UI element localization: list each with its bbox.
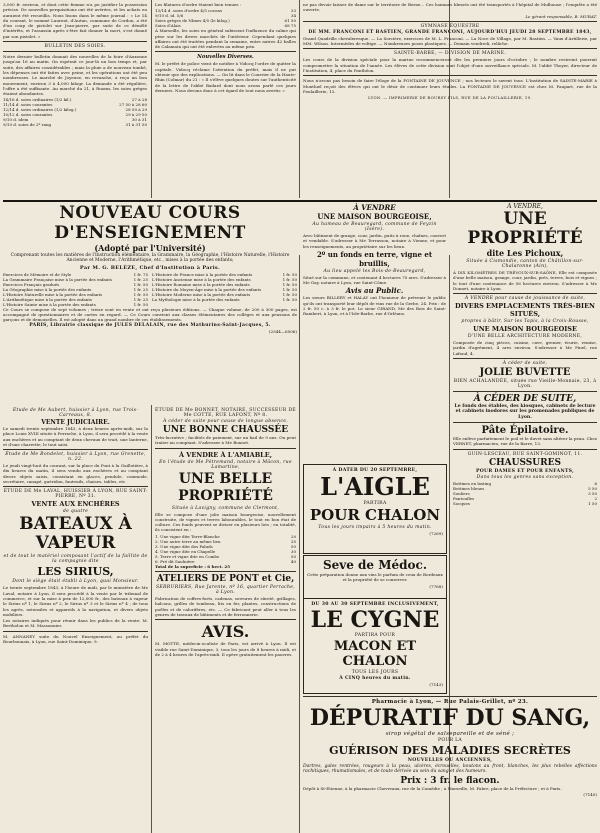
ad-subtitle: Au hameau de Beauregard, commune de Feyzin (Isère). — [312, 222, 437, 232]
gerant-signature: Le gérant responsable, B. MURAT. — [525, 13, 597, 19]
notice-heading: ÉTUDE DE Me LAVAL, HUISSIER À LYON, RUE SAINT-PIERRE, Nº 31. — [3, 489, 148, 500]
ad-heading: À VENDRE — [353, 203, 396, 212]
aigle-ad — [303, 464, 447, 554]
ad-heading: À DATER DU 20 SEPTEMBRE, — [332, 468, 418, 473]
ad-subtitle: TOUS LES JOURS — [351, 670, 399, 675]
row-value: 33 — [290, 8, 296, 14]
ad-title: DÉPURATIF DU SANG, — [309, 705, 591, 731]
row-label: 5. Terre et vigne dite en Combe — [155, 553, 220, 559]
ad-title: JOLIE BUVETTE — [479, 367, 571, 379]
ad-subtitle: propres à bâtir, Sur les Tapis, à la Croix-Rousse, — [461, 319, 589, 325]
row-value: 35 — [290, 538, 296, 544]
row-label: 9/10 d. soies de 2º rang — [3, 122, 52, 128]
notice-title: VENTE JUDICIAIRE. — [41, 419, 110, 426]
book-row — [152, 297, 297, 302]
news-paragraph: Les filatures d'ordre étaient bien tenues : — [155, 2, 242, 7]
row-value: 1 fr. 50 — [133, 301, 148, 307]
news-paragraph: 3,000 fr. environ, et dont cette femme n'a pu justifier la possession précise. De nouvelles perquisitions ont été avérées, et les achats en auraient été recueillis. Nous lisons dans le même journal : « Le 14 du courant, le nommé Laurent, d'Autun, commune de Cordon, a été d'un coup de pistolet sur Jean-pierre, par suite de ce démêlé d'intérêts, et l'assassin après s'être fait donner la mort, s'est donné par son pistolet. » — [3, 2, 147, 39]
page-divider — [3, 200, 597, 202]
ad-code: (7143) — [429, 682, 443, 687]
row-label: 13/14 d. soies d'ordre 4/5 cocons — [155, 8, 223, 14]
ad-author: Par M. G. BELÈZE, Chef d'Institution à Paris. — [79, 264, 221, 271]
notice-title: UNE BELLE PROPRIÉTÉ — [178, 470, 273, 504]
row-value: 1 fr. 50 — [282, 276, 297, 282]
row-value: 1 fr. 50 — [282, 291, 297, 297]
notice-heading: ÉTUDE DE Me BONNET, NOTAIRE, SUCCESSEUR DE Me COTTE, RUE LAFONT, Nº 8. — [155, 408, 296, 418]
notice-title: VENTE AUX ENCHÈRES — [31, 500, 120, 509]
ad-title: Avis au Public. — [345, 286, 404, 296]
book-row — [3, 302, 148, 307]
notice-body: Elle se compose d'une jolie maison bourgeoise, nouvellement construite, de vignes et terres labourables, le tout en bon état de culture. Ces fonds peuvent se diviser en plusieurs lots ; en totalité, ils consistent en : — [155, 511, 296, 533]
row-label: L'Histoire Romaine mise à la portée des enfants — [152, 281, 250, 287]
shoe-price-list — [453, 481, 597, 506]
section-heading: Nouvelles Diverses. — [197, 54, 254, 61]
column-rule — [151, 405, 152, 833]
right-column-ads — [453, 203, 597, 593]
row-label: Pantoufles — [453, 495, 475, 501]
row-label: 10/12 d. soies courantes — [3, 112, 53, 118]
notice-title: AVIS. — [201, 622, 250, 642]
ad-title: NOUVEAU COURS D'ENSEIGNEMENT — [54, 203, 246, 243]
ad-body: Dartres, gales rentrées, rougeurs à la peau, ulcères, écrouelles, boutons au front, blanches, les plus rebelles affections rachitiques, rhumatismales, et de toute dérivée au sein du sang et des humeurs. — [303, 764, 597, 775]
notice-body: Le samedi trente septembre 1843, à deux heures après-midi, sur la place Louis XVIII située à Perrache, à Lyon, il sera procédé à la vente aux enchères et au comptant de deux chevaux de trait, une lanterne, et d'une charrette, le tout saisi. — [3, 426, 148, 447]
row-value: 50 — [290, 553, 296, 559]
row-value: 1 fr. 50 — [133, 291, 148, 297]
depuratif-ad — [303, 694, 597, 832]
news-paragraph: Notre dernier bulletin donnait des nouvelles de la foire d'Auxonne jusqu'au 16 au matin. On espérait ce jour-là un bon temps et, par suite, des affaires considérables ; mais la pluie a de nouveau tombé, les dépenses ont été faites avec peine, et les opérations ont été peu nombreuses. Le marché de Joyeuse, en revanche, a reçu un bon mouvement, environ 3 à 4,000 kilogr. La demande a été régulière, l'offre a été suffisante. Au marché du 21, à Ruoms, les soies grèges étaient abondantes. — [3, 54, 147, 97]
notice-body: M. MOTTE, médecin-oculiste de Paris, est arrivé à Lyon. Il est visible rue Saint-Dominique, 3, tous les jours de 8 heures à midi, et de 2 à 4 heures de l'après-midi. Il opère gratuitement les pauvres. — [155, 641, 296, 657]
ad-subtitle: POUR DAMES ET POUR ENFANTS, — [475, 468, 575, 474]
row-value: 31 à 31 50 — [125, 122, 147, 128]
ad-code: (7140) — [583, 791, 597, 797]
row-value: 1 fr. 50 — [282, 281, 297, 287]
ad-title: POUR CHALON — [309, 506, 441, 524]
printer-line: LYON. — IMPRIMERIE DE BOURSY FILS, RUE DE LA POULAILLERIE, 19. — [368, 95, 532, 101]
section-heading: BULLETIN DES SOIES. — [44, 44, 106, 50]
notice-subtitle: En l'étude de Me Pétremand, notaire à Mâcon, rue Lamartine, — [159, 459, 292, 470]
ad-title: CHAUSSURES — [489, 457, 561, 468]
notice-subtitle: et de tout le matériel composant l'actif de la faillite de la compagnie dite — [3, 554, 148, 565]
book-list — [3, 272, 148, 307]
notice-body: Le trente septembre 1843, à l'heure de midi, par le ministère de Me Laval, notaire à Lyon, il sera procédé à la vente par le tribunal de commerce, et sur la mise à prix de 12,000 fr., des bateaux à vapeur le Sirius nº 1, le Sirius nº 2, le Sirius nº 3 et le Sirius nº 4 ; de tous les agrès, ustensiles et appareils à la navigation, et divers objets mobiliers. — [3, 585, 148, 617]
row-value: 30 à 31 — [131, 117, 147, 123]
ad-body: Situé sur la commune, et contenant 4 hectares 70 ares. S'adresser à Me Gay, notaire à Lyon, rue Saint-Côme. — [303, 274, 446, 286]
ad-intro: Comprenant toutes les matières de l'Instruction élémentaire, la Grammaire, la Géographie, l'Histoire Naturelle, l'Histoire Ancienne et Moderne, l'Arithmétique, etc., mises à la portée des enfants; — [10, 253, 290, 264]
ad-heading: À céder de suite, — [502, 361, 548, 367]
cygne-ad — [303, 598, 447, 694]
top-column-3 — [303, 2, 597, 196]
row-label: L'Histoire Naturelle mise à la portée des enfants — [3, 291, 103, 297]
row-label: La Mythologie mise à la portée des enfants — [152, 296, 240, 302]
notice-heading: Étude de Me Bondelet, huissier à Lyon, rue Grenette, n. 22. — [5, 452, 146, 463]
row-label: L'Histoire du Moyen-Âge mise à la portée des enfants — [152, 286, 262, 292]
ad-body: Le fonds des étables, des kiosques, cabinets de lecture et cabinets inodores sur les promenades publiques de Lyon. — [454, 404, 596, 420]
row-label: 4. Une vigne dite en Chapelle — [155, 548, 216, 554]
section-heading: SAINTE-BARBE, — DIVISION DE MARINE. — [393, 51, 507, 57]
ad-code: (7269) — [429, 531, 443, 536]
row-value: 34 — [290, 13, 296, 19]
news-paragraph: Grand Quadrille chevaleresque. — La Sorcière, exercices de M. L. Franconi. — La Noce de Village, par M. Bastien. — Vaux d'Artillerie, par MM. Wilson. Intermèdes de voltige. — Nombreuses poses plastiques. — Demain vendredi, relâche. — [303, 35, 597, 47]
row-label: 11/14 d. soies courantes — [3, 102, 53, 108]
row-label: 3. Une vigne dite des Paluds — [155, 543, 213, 549]
seve-medoc-ad — [303, 555, 447, 599]
row-label: Exercices de Mémoire et de Style — [3, 271, 72, 277]
row-value: 50 — [290, 543, 296, 549]
notice-heading: À VENDRE À L'AMIABLE, — [179, 450, 272, 459]
ad-title: UNE MAISON BOURGEOISE — [473, 325, 577, 334]
ad-subtitle: Dans tous les genres sans exception. — [476, 474, 574, 480]
ad-title: UNE PROPRIÉTÉ — [467, 209, 583, 248]
row-value: 61 50 — [284, 18, 296, 24]
ad-price: Prix : 3 fr. le flacon. — [400, 775, 500, 786]
row-value: 27 à 28 — [131, 97, 147, 103]
row-label: Exercices Français gradués — [3, 281, 60, 287]
news-paragraph: M. le préfet de police vient de notifier à Vidocq l'ordre de quitter la capitale. Vidocq réclame l'attention du préfet, mais il ne put obtenir que des explications. — On lit dans le Courrier de la Haute-Rhin (Colmar) du 21 : « Il s'élève quelques doutes sur l'authenticité de la lettre de l'abbé Bailard dont nous avons parlé ces jours derniers. Nous devons donc à cet égard de tout nous avertir. » — [155, 61, 296, 93]
ad-heading: Pharmacie à Lyon, — Rue Palais-Grillet, nº 23. — [371, 699, 529, 705]
row-value: 1 50 — [588, 500, 597, 506]
row-label: 2. Une autre terre au même lieu — [155, 538, 221, 544]
ad-body: Elle enlève parfaitement le poil et le duvet sans altérer la peau. Chez VERNET, pharmacien, rue de la Barre, 13. — [453, 435, 597, 447]
row-value: 27 50 à 28 60 — [119, 102, 147, 108]
ad-subtitle: Située à Cismondie, canton de Châtillon-sur-Chalaronne (Ain), — [466, 259, 584, 269]
row-value: 1 fr. 50 — [282, 271, 297, 277]
notice-title: BATEAUX À VAPEUR — [19, 514, 132, 554]
notice-body: Très-lucrative ; facilités de paiement, sur un bail de 9 ans. On peut traiter au comptant. S'adresser à Me Bonnet. — [155, 435, 296, 446]
ad-subtitle: (Adopté par l'Université) — [94, 243, 206, 253]
row-label: 6. Pré dit Saulnière — [155, 558, 195, 564]
row-value: 30 — [290, 548, 296, 554]
row-label: 1. Une vigne dite Terre-Blanche — [155, 533, 220, 539]
ad-note: Ce Cours se compose de sept volumes ; treize sont en vente et ont reçu plusieurs éditions. — Chaque volume, de 200 à 300 pages, est accompagné de questionnaires et de cartes en regard. — Ce Cours convient aux classes élémentaires des collèges et aux pensions de garçons et de demoiselles. Il est adopté dans un grand nombre de ces établissements. — [3, 306, 297, 323]
book-list — [152, 272, 297, 307]
row-label: Bottines en lasting — [453, 480, 492, 486]
row-label: La Géographie mise à la portée des enfants — [3, 286, 92, 292]
ad-body: Cette préparation donne aux vins le parfum de ceux de Bordeaux et la propriété de se conserver. — [307, 572, 443, 583]
nouveau-cours-ad — [3, 203, 297, 403]
ad-title: 2º un fonds en terre, vigne et bruillis, — [316, 249, 433, 268]
row-value: 5 50 — [588, 485, 597, 491]
notice-body: Le jeudi vingt-huit du courant, sur la place du Pont à la Guillotière, à dix heures du matin, il sera vendu aux enchères et au comptant divers objets saisis, consistant en glaces, pendule, commode, secrétaire, canapé, guéridon, fauteuils, chaises, tables, etc. — [3, 463, 148, 485]
ad-subtitle: Au lieu appelé les Bois-de-Beauregard, — [323, 268, 426, 274]
row-label: 9/10 d. id. 5/6 — [155, 13, 184, 19]
ad-code: (2544—6506) — [268, 329, 297, 335]
silk-price-list — [155, 8, 296, 28]
row-label: L'Histoire Sainte mise à la portée des enfants — [3, 301, 96, 307]
row-label: Souliers — [453, 490, 470, 496]
judicial-sales-column — [3, 407, 148, 832]
news-paragraph: ne pas devoir laisser de dame sur le territoire de Berne... Ces hommes blessés ont été transportés à l'hôpital de Mulhouse ; l'enquête a été ouverte. — [303, 2, 597, 13]
news-paragraph: Nous n'avons pas besoin de faire l'éloge de la FONTAINE DE JOUVENCE ; nos lecteurs le savent tous. L'Institution de SAINTE-MARIE à Montluel reçoit des élèves qui ont le désir de continuer leurs études. La FONTAINE DE JOUVENCE est chez M. Paupart, rue de la Poulaillerie, 13. — [303, 78, 597, 94]
ad-heading: À VENDRE pour cause de jouissance de suite, — [464, 296, 586, 302]
ad-heading: A VENDRE, — [507, 203, 543, 210]
ad-title: LE CYGNE — [310, 607, 440, 633]
notice-body: Fabrication de coffres-forts, cadenas, serrures de sûreté, grillages, balcons, grilles de tombeau, lits en fer, plantes, constructions de poêles et de calorifères, etc. — Ce fabricant peut aller à tous les genres de travaux de bâtiments et de ferronnerie. — [155, 596, 296, 617]
ad-heading: GUIN-LESCEAU, RUE SAINT-GOMINOT, 11. — [467, 451, 583, 457]
ad-subtitle: POUR LA — [437, 738, 463, 743]
notice-body: M. ANNANEY suite du Nouvel Enseignement, au préfet du Bourbonnais, à Lyon, rue Saint-Dominique, 9. — [3, 633, 148, 645]
row-value: 1 fr. 75 — [133, 271, 148, 277]
row-value: 6 — [594, 480, 597, 486]
notice-subtitle: Située à Lavigny, commune de Clermont, — [171, 505, 280, 511]
ad-subtitle: NOUVELLES OU ANCIENNES, — [407, 758, 493, 763]
ad-subtitle: Tous les jours impairs à 5 heures du matin. — [318, 525, 432, 530]
column-rule — [299, 255, 300, 833]
row-label: 9/10 d. idem — [3, 117, 29, 123]
row-value: 2 — [594, 495, 597, 501]
row-value: 29 à 29 50 — [125, 112, 147, 118]
column-rule — [299, 0, 300, 198]
price-row — [453, 501, 597, 506]
row-value: 20 — [290, 533, 296, 539]
ad-subtitle: PARTIRA — [363, 501, 387, 506]
ad-title: Seve de Médoc. — [322, 558, 428, 572]
ad-body: Avec bâtiment de grange, cour, jardin, puits à roue, chaînes, couvert et vendable. S'adresser à Me Terrasson, notaire à Vienne, et pour les renseignements, au propriétaire sur les lieux. — [303, 233, 446, 249]
column-rule — [151, 0, 152, 198]
row-label: L'Histoire Ancienne mise à la portée des enfants — [152, 276, 251, 282]
row-value: 1 fr. 25 — [133, 296, 148, 302]
ad-code: (7768) — [429, 583, 443, 589]
section-heading: GYMNASE ÉQUESTRE — [420, 23, 480, 29]
ad-title: UNE MAISON BOURGEOISE, — [317, 212, 432, 221]
ad-title: DIVERS EMPLACEMENTS TRÈS-BIEN SITUÉS, — [455, 302, 595, 319]
maison-bourgeoise-ad — [303, 203, 446, 461]
row-label: Soies grèges de Nîmes 4/5 (le kilog.) — [155, 18, 230, 24]
ad-title: L'AIGLE — [320, 472, 430, 501]
news-paragraph: Les cours de la division spéciale pour la marine recommenceront dès les premiers jours d'octobre ; le nombre restreint pourrait compromettre la situation de l'année. Les élèves de cette division sont l'objet d'une surveillance spéciale. M. l'abbé Thoyer, directeur de l'Institution, 4, place du Panthéon. — [303, 57, 597, 74]
ad-subtitle: sirop végétal de salsepareille et de séné ; — [385, 731, 515, 737]
row-label: 14/16 d. soies ordinaires (1/2 kil.) — [3, 97, 72, 103]
silk-price-list — [3, 97, 147, 127]
row-value: 68 75 — [284, 23, 296, 29]
row-value: 1 fr. 50 — [133, 281, 148, 287]
notice-body: Les notaires indiqués pour réunir dans les publics de la vente: M. Bertholon et M. Massonnier. — [3, 618, 148, 629]
row-value: 40 — [290, 558, 296, 564]
notice-heading: Étude de Me Aubert, huissier à Lyon, rue Trois-Carreaux, 8. — [12, 408, 139, 418]
ad-title: MACON ET CHALON — [333, 639, 417, 669]
top-column-1 — [3, 2, 147, 196]
ad-title: À CÉDER DE SUITE, — [473, 394, 577, 405]
lot-list — [155, 534, 296, 564]
notice-body: Total de la superficie : 6 hect. 25 — [155, 563, 231, 569]
notice-heading: À céder de suite pour cause de longue absence, — [162, 419, 289, 424]
row-value: 1 fr. 25 — [133, 276, 148, 282]
ad-subtitle: BIEN ACHALANDÉE, située rue Vieille-Monnaie, 23, à Lyon. — [453, 379, 597, 390]
row-label: L'Arithmétique mise à la portée des enfants — [3, 296, 92, 302]
ad-publisher: PARIS, Librairie classique de JULES DELALAIN, rue des Mathurins-Saint-Jacques, 5. — [29, 323, 271, 329]
notice-title: LES SIRIUS, — [37, 565, 114, 579]
row-label: L'Histoire Moderne mise à la portée des enfants — [152, 291, 251, 297]
row-label: La Grammaire Française mise à la portée des enfants — [3, 276, 112, 282]
price-row — [3, 122, 147, 127]
ad-heading: DU 30 AU 30 SEPTEMBRE INCLUSIVEMENT, — [311, 602, 439, 607]
row-label: 12/14 d. soies ordinaires (1/2 kilog.) — [3, 107, 77, 113]
row-value: 3 50 — [588, 490, 597, 496]
notice-title: ATELIERS DE PONT et Cie, — [156, 574, 295, 585]
row-label: Bottines bleues — [453, 485, 485, 491]
ad-body: Composée de cinq pièces, cuisine, cave, grenier, écurie, remise, jardin d'agrément, 4 ares environ. S'adresser à Me Pinel, rue Lafond, 4. — [453, 340, 597, 356]
ad-body: Les sieurs BILLERY et HALAY ont l'honneur de prévenir le public qu'ils ont transporté leur dépôt de vins rue de la Gerbe, 24. Prix : de 2 fr. 50 c. à 3 fr. le pot. Le sieur GIRAND, Me des Bois de Saint-Rambert, à Lyon, et à l'Isle-Barbe, rue d'Orléans. — [303, 295, 446, 317]
top-column-2 — [155, 2, 296, 196]
ad-subtitle: PARTIRA POUR — [354, 633, 396, 638]
row-label: L'Histoire de France mise à la portée des enfants — [152, 271, 253, 277]
row-value: 1 fr. 50 — [282, 286, 297, 292]
ad-body: À DIX KILOMÈTRES DE TRÉVOUX-SUR-SAÔNE, Elle est composée d'une belle maison, grange, cour, jardin, prés, terres, bois et vignes ; le tout d'une contenance de 56 hectares environ. S'adresser à Me Donnet, notaire à Lyon. — [453, 270, 597, 291]
row-label: Soies d'Alais — [155, 23, 181, 29]
newspaper-page — [3, 0, 597, 833]
ad-title: GUÉRISON DES MALADIES SECRÈTES — [329, 744, 571, 757]
ad-subtitle: À CINQ heures du matin. — [339, 676, 411, 681]
section-subheading: DE MM. FRANCONI ET BASTIEN, GRANDE FRANCONI, AUJOURD'HUI JEUDI 28 SEPTEMBRE 1843, — [308, 29, 592, 35]
row-value: 28 50 à 29 — [125, 107, 147, 113]
ad-subtitle: D'UNE BELLE ARCHITECTURE MODERNE, — [467, 334, 583, 340]
row-value: 1 fr. 25 — [133, 286, 148, 292]
ad-title: Pâte Épilatoire. — [481, 424, 569, 436]
ad-subtitle: dite Les Pichoux, — [486, 248, 564, 258]
notice-subtitle: de quatre — [62, 509, 89, 515]
notice-title: UNE BONNE CHAUSSÉE — [162, 425, 289, 435]
news-paragraph: À Marseille, les soies en général subissent l'influence du calme qui pèse sur les divers marchés de l'intérieur. Cependant quelques affaires ont été traitées pendant la semaine, entre autres 42 balles de Calamata qui ont été enlevées au même prix. — [155, 28, 296, 50]
row-label: Socques — [453, 500, 470, 506]
notice-subtitle: SERRURIERS, Rue Jarente, nº 16, quartier Perrache, à Lyon. — [155, 585, 296, 596]
row-value: 1 fr. 50 — [282, 296, 297, 302]
ad-body: Dépôt à St-Etienne, à la pharmacie Chevreaux, rue de la Comédie ; à Marseille, M. Fabre, place de la Préfecture ; et à Paris. — [303, 785, 562, 791]
sales-column-2 — [155, 407, 296, 832]
notice-subtitle: Dont le siège était établi à Lyon, quai Monsieur. — [12, 579, 139, 585]
